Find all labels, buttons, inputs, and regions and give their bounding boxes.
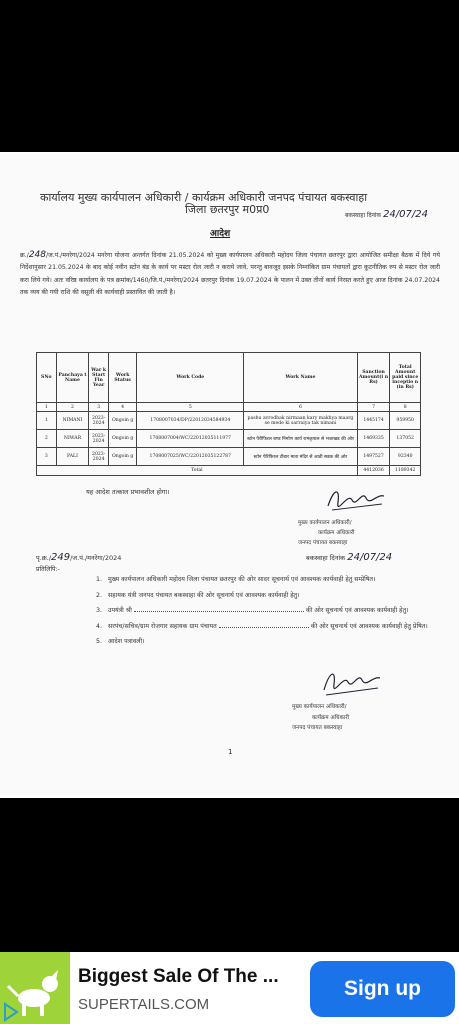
signatory-line: कार्यक्रम अधिकारी	[312, 714, 350, 721]
cell-year: 2023-2024	[89, 412, 109, 430]
order-paragraph	[20, 249, 440, 300]
blank-line	[134, 606, 304, 612]
cell-panchayat: NIWAR	[56, 430, 89, 448]
cell-panchayat: PALI	[56, 448, 89, 466]
list-item: 2. सहायक यंत्री जनपद पंचायत बकस्वाहा की ओर सूचनार्थ एवं आवश्यक कार्यवाही हेतु।	[96, 591, 300, 599]
list-item: 3. उपयंत्री श्री की ओर सूचनार्थ एवं आवश्यक कार्यवाही हेतु।	[96, 607, 409, 614]
cell-work-name: pashu avrodhak nirmaan kary makhya maarg se mede ki sarraiya tak nimani	[244, 412, 357, 430]
effect-line: यह आदेश तत्काल प्रभावशील होगा।	[86, 488, 170, 496]
total-sanction: 4412036	[357, 466, 390, 476]
cell-work-name: स्टोन पेरिफिरल टीबार माता मंदिर से आठी सडक की ओर	[244, 448, 357, 466]
signature-1	[322, 484, 392, 514]
total-row	[37, 466, 421, 476]
date-label: बकस्वाहा दिनांक	[345, 212, 382, 219]
office-title: कार्यालय मुख्य कार्यपालन अधिकारी / कार्यक्रम अधिकारी जनपद पंचायत बकस्वाहा	[40, 191, 368, 204]
signatory-block-2	[292, 702, 349, 734]
cell-work-code: 1708007004/WC/22012035111977	[137, 430, 244, 448]
cell-work-code: 1708007034/DP/22012034584934	[137, 412, 244, 430]
cell-work-name: स्टोन पैरीफिरल बण्ड निर्माण कार्य रामकृपाल से भजाखड की ओर	[244, 430, 357, 448]
col-number: 6	[244, 403, 357, 412]
order-prefix: क्र./	[20, 252, 29, 259]
copy-heading: प्रतिलिपि:-	[36, 566, 60, 573]
top-black-bar	[0, 0, 459, 150]
cell-sanction: 1497527	[357, 448, 390, 466]
col-header: Work Code	[137, 353, 244, 403]
handwritten-pk-number: 249	[51, 552, 71, 563]
signatory-block-1	[298, 518, 354, 548]
office-district: जिला छतरपुर म0प्र0	[185, 203, 270, 216]
cell-work-code: 1708007025/WC/22012035122787	[137, 448, 244, 466]
ad-domain[interactable]: SUPERTAILS.COM	[78, 996, 210, 1013]
cell-sno: 2	[37, 430, 57, 448]
col-header: War k Start Fin Year	[89, 353, 109, 403]
col-number: 1	[37, 403, 57, 412]
col-header: SNo	[37, 353, 57, 403]
document-image	[0, 152, 459, 798]
cell-status: Ongoin g	[108, 448, 136, 466]
col-number: 7	[357, 403, 390, 412]
signatory-line: मुख्य कार्यपालन अधिकारी/	[292, 704, 347, 710]
signatory-line: मुख्य कार्यपालन अधिकारी/	[298, 520, 352, 526]
pk-body: /ज.पं./मनरेगा/2024	[70, 554, 122, 562]
column-number-row	[37, 403, 421, 412]
cell-sanction: 1469335	[357, 430, 390, 448]
cell-paid: 959950	[390, 412, 421, 430]
blank-line	[219, 622, 309, 628]
list-item: 5. आदेश पत्रावली।	[96, 638, 145, 645]
cell-paid: 137052	[390, 430, 421, 448]
table-row	[37, 448, 421, 466]
table-header-row	[37, 353, 421, 403]
col-number: 4	[108, 403, 136, 412]
table-row	[37, 430, 421, 448]
total-paid: 1189342	[390, 466, 421, 476]
list-item: 1. मुख्य कार्यपालन अधिकारी महोदय जिला पंचायत छतरपुर की ओर सादर सूचनार्थ एवं आवश्यक कार्यवाही हेतु सम्प्रेषित।	[96, 576, 376, 583]
col-header: Sanction Amount(i n Rs)	[357, 353, 390, 403]
cell-status: Ongoin g	[108, 430, 136, 448]
date2-label: बकस्वाहा दिनांक	[306, 554, 346, 562]
col-number: 2	[56, 403, 89, 412]
table-row	[37, 412, 421, 430]
col-header: Total Amount paid since inceptio n (in Rs)	[390, 353, 421, 403]
signatory-line: कार्यक्रम अधिकारी	[318, 530, 355, 536]
total-label: Total	[37, 466, 358, 476]
copy-list	[96, 574, 441, 652]
signatory-line: जनपद पंचायत बकस्वाहा	[292, 725, 343, 731]
handwritten-date: 24/07/24	[383, 209, 428, 220]
bottom-black-bar	[0, 800, 459, 952]
list-item: 4. सरपंच/सचिव/ग्राम रोजगार सहायक ग्राम पंचायत की ओर सूचनार्थ एवं आवश्यक कार्यवाही हेतु प्रेषित।	[96, 622, 428, 630]
cell-panchayat: NIMANI	[56, 412, 89, 430]
signature-2	[318, 664, 388, 700]
col-header: Work Status	[108, 353, 136, 403]
order-date	[345, 209, 428, 220]
cell-sanction: 1445174	[357, 412, 390, 430]
endorsement-date	[306, 552, 392, 563]
cell-paid: 92340	[390, 448, 421, 466]
ad-banner[interactable]	[0, 952, 459, 1024]
pk-prefix: पृ.क्र./	[36, 554, 52, 562]
col-number: 3	[89, 403, 109, 412]
cell-sno: 1	[37, 412, 57, 430]
cell-sno: 3	[37, 448, 57, 466]
col-header: Work Name	[244, 353, 357, 403]
handwritten-order-number: 248	[28, 250, 46, 260]
signatory-line: जनपद पंचायत बकस्वाहा	[298, 540, 348, 546]
order-body: /ज.पं./मनरेगा/2024 मनरेगा योजना अन्तर्गत दिनांक 21.05.2024 को मुख्य कार्यपालन अधिकारी महोदय जिला पंचायत छतरपुर द्वारा आयोजित समीक्षा बैठक में दिये गये निर्देशानुसार 21.05.2024 के बाद कोई नवीन स्टोन बंड के कार्य पर मस्टर रोल जारी न कराये जावे, परन्तु बावजूद इसके निम्नांकित ग्राम पंचायतों द्वारा कूटनीतिक रुप से मस्टर रोल जारी करा लिये गये। अतः वरिष्ठ कार्यालय के पत्र क्रमांक/1460/जि.पं./मनरेगा/2024 छतरपुर दिनांक 19.07.2024 के पालन में उक्त तीनों कार्य निरस्त करते हुए आज दिनांक 24.07.2024 तक व्यय की गयी राशि की वसूली की कार्यवाही प्रस्तावित की जाती है।	[20, 252, 440, 297]
order-heading: आदेश	[210, 229, 231, 239]
col-number: 8	[390, 403, 421, 412]
adchoices-icon[interactable]	[2, 1002, 20, 1022]
sign-up-button[interactable]: Sign up	[310, 961, 455, 1017]
col-header: Panchaya t Name	[56, 353, 89, 403]
ad-title[interactable]: Biggest Sale Of The ...	[78, 966, 279, 987]
works-table	[36, 352, 421, 476]
page-number: 1	[228, 748, 233, 756]
cell-year: 2023-2024	[89, 430, 109, 448]
endorsement-number	[36, 552, 121, 563]
handwritten-date-2: 24/07/24	[347, 552, 393, 563]
cell-year: 2023-2024	[89, 448, 109, 466]
cell-status: Ongoin g	[108, 412, 136, 430]
col-number: 5	[137, 403, 244, 412]
